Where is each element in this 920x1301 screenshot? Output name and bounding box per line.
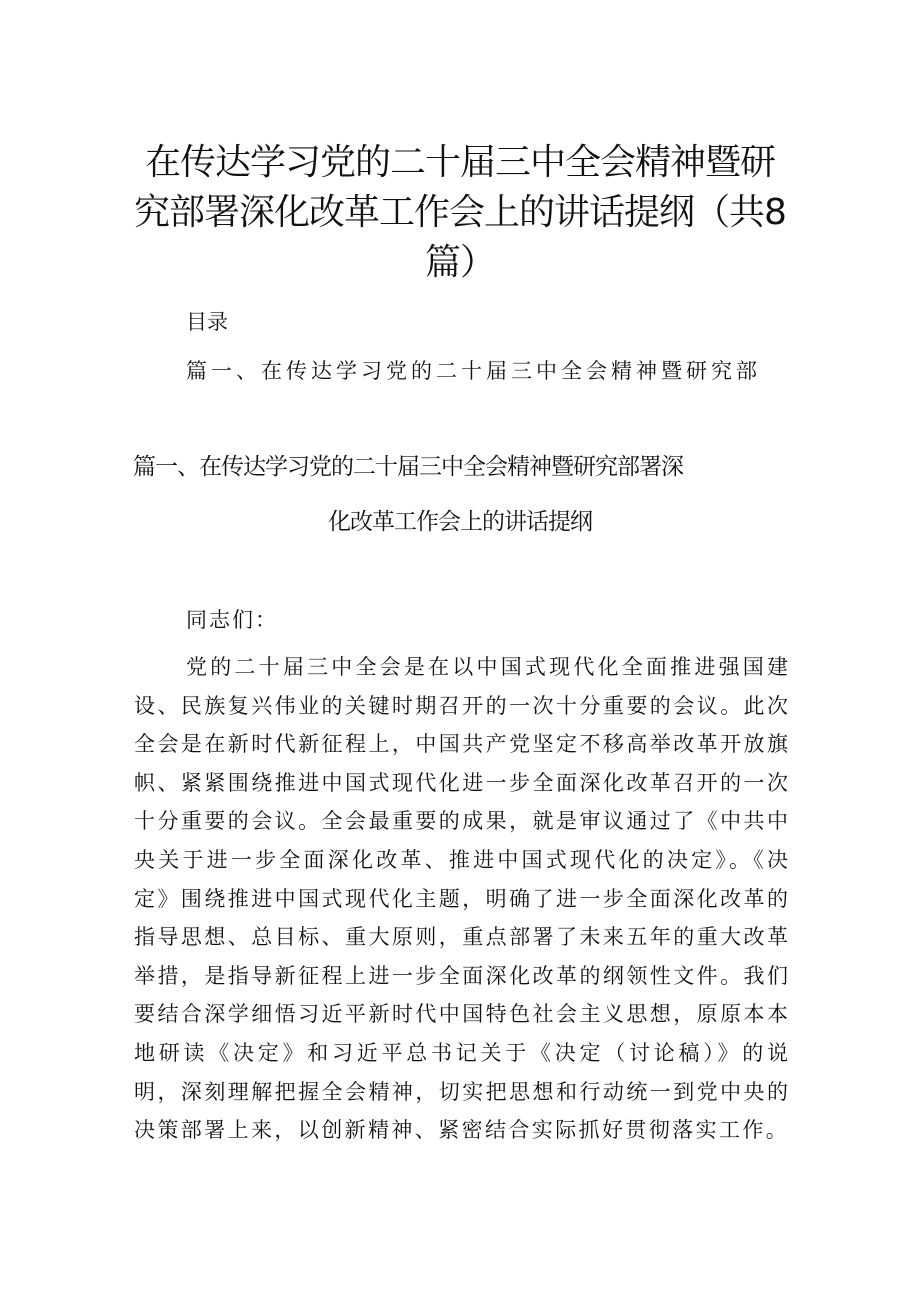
paragraph-line: 帜、紧紧围绕推进中国式现代化进一步全面深化改革召开的一次 (134, 770, 788, 795)
body-paragraph (134, 648, 788, 1150)
title-line: 在传达学习党的二十届三中全会精神暨研 (144, 142, 775, 183)
paragraph-line: 十分重要的会议。全会最重要的成果，就是审议通过了《中共中 (134, 809, 788, 834)
paragraph-line: 明，深刻理解把握全会精神，切实把思想和行动统一到党中央的 (134, 1079, 788, 1104)
paragraph-line: 定》围绕推进中国式现代化主题，明确了进一步全面深化改革的 (134, 886, 788, 911)
toc-label: 目录 (186, 310, 228, 334)
section-title-line-1: 篇一、在传达学习党的二十届三中全会精神暨研究部署深 (133, 454, 683, 480)
document-title (120, 138, 800, 288)
paragraph-line: 指导思想、总目标、重大原则，重点部署了未来五年的重大改革 (134, 925, 788, 950)
paragraph-line: 要结合深学细悟习近平新时代中国特色社会主义思想，原原本本 (134, 1002, 788, 1027)
section-title-line-2: 化改革工作会上的讲话提纲 (328, 509, 592, 535)
paragraph-line: 央关于进一步全面深化改革、推进中国式现代化的决定》。《决 (134, 847, 788, 872)
greeting: 同志们： (186, 608, 278, 632)
paragraph-line: 设、民族复兴伟业的关键时期召开的一次十分重要的会议。此次 (134, 693, 788, 718)
title-line: 篇） (424, 242, 495, 283)
paragraph-line: 地研读《决定》和习近平总书记关于《决定（讨论稿）》的说 (134, 1040, 788, 1065)
paragraph-line: 全会是在新时代新征程上，中国共产党坚定不移高举改革开放旗 (134, 732, 788, 757)
title-line: 究部署深化改革工作会上的讲话提纲（共8 (134, 192, 786, 233)
toc-item[interactable]: 篇一、在传达学习党的二十届三中全会精神暨研究部 (186, 359, 761, 383)
paragraph-line: 决策部署上来，以创新精神、紧密结合实际抓好贯彻落实工作。 (134, 1118, 790, 1143)
paragraph-line: 举措，是指导新征程上进一步全面深化改革的纲领性文件。我们 (134, 963, 788, 988)
paragraph-line: 党的二十届三中全会是在以中国式现代化全面推进强国建 (186, 655, 788, 679)
